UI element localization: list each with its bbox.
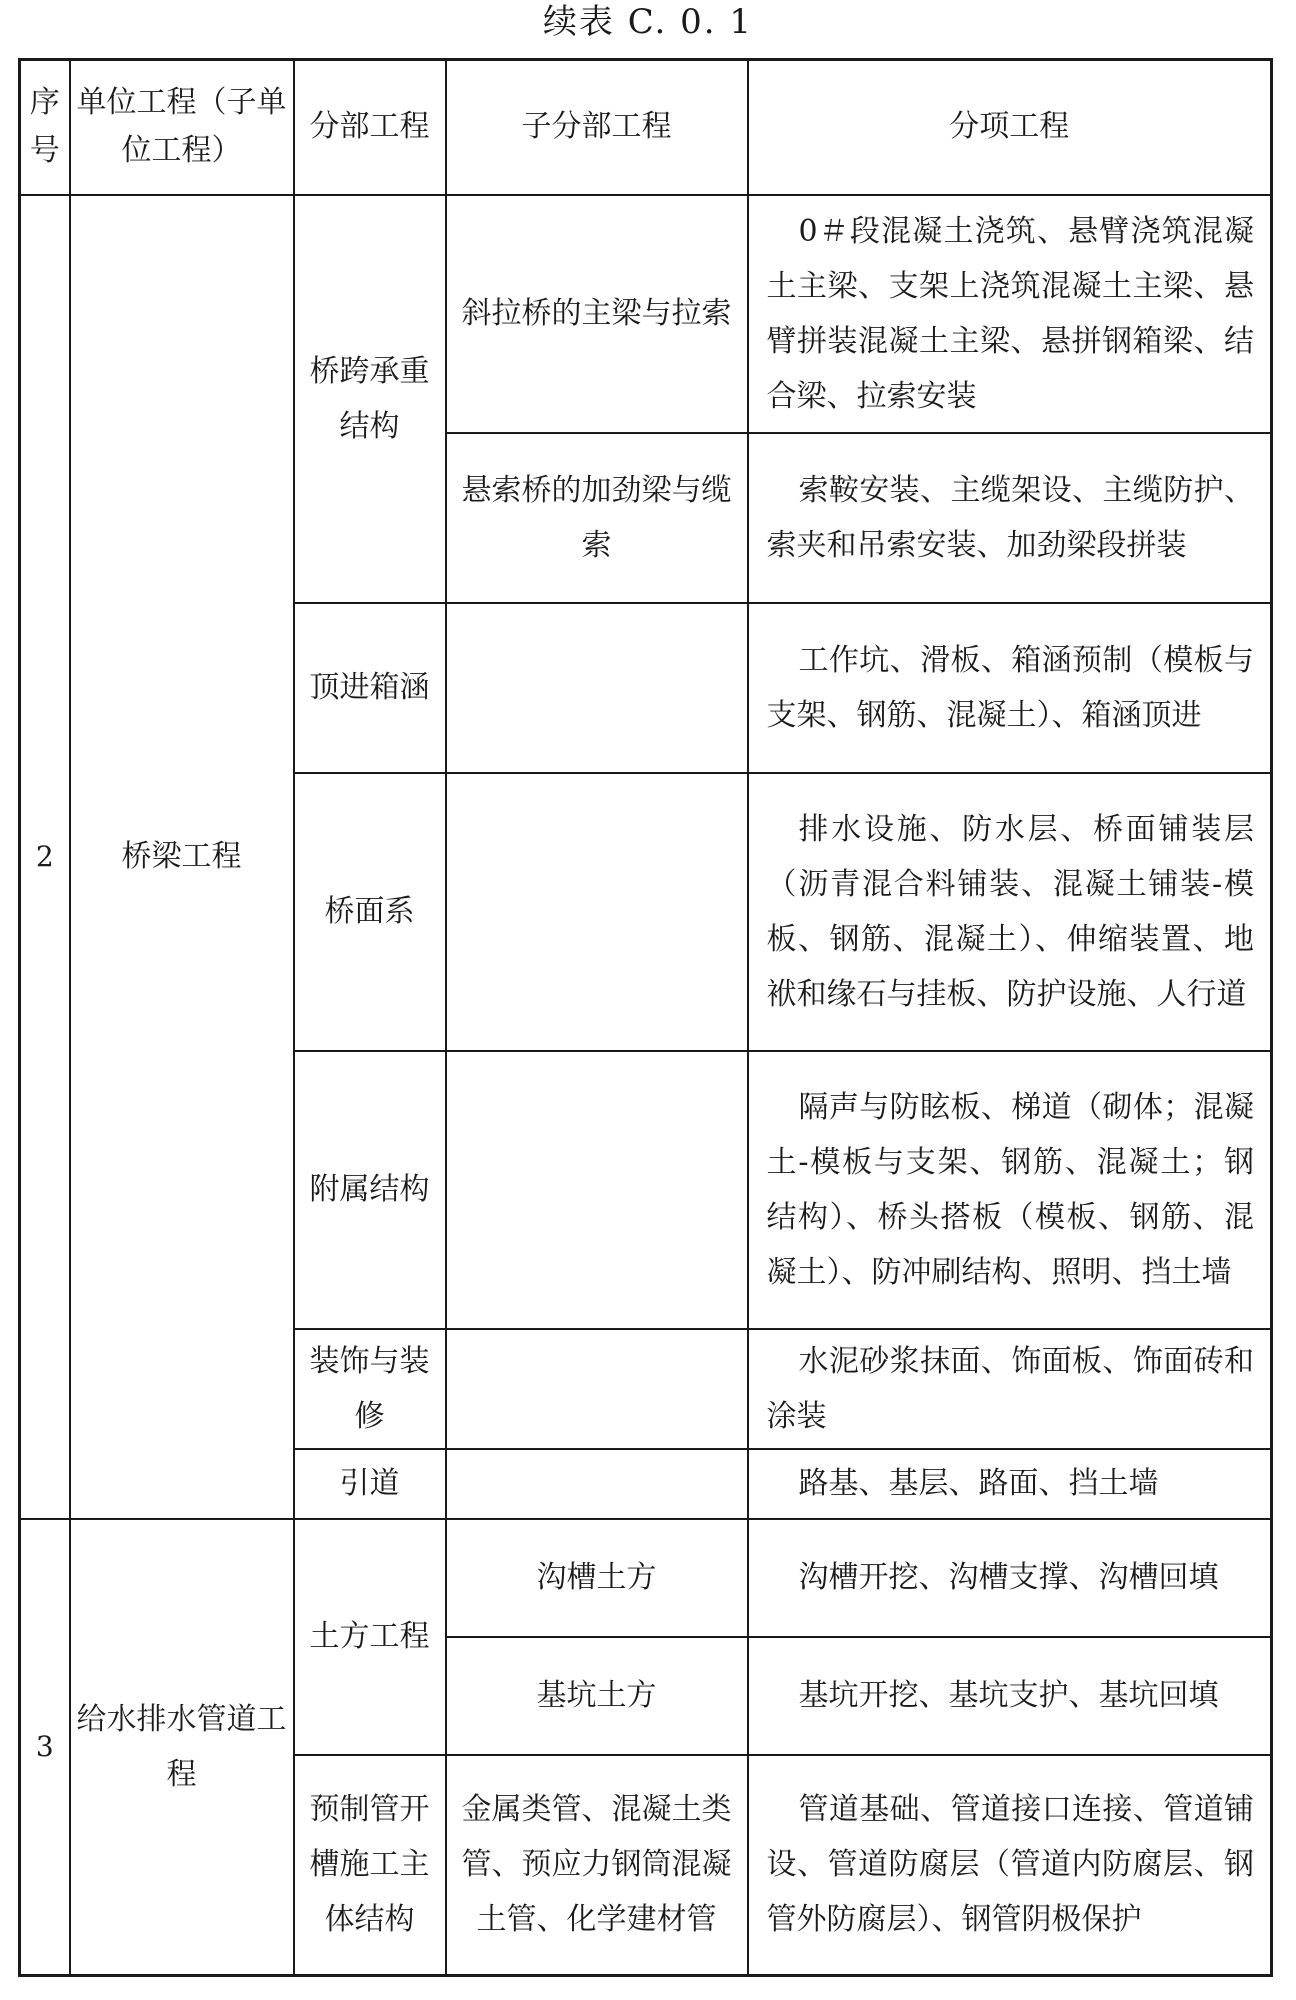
division-cell: 附属结构 (294, 1051, 446, 1329)
table-title: 续表 C. 0. 1 (542, 2, 754, 42)
subdivision-cell: 悬索桥的加劲梁与缆索 (446, 433, 748, 603)
header-item: 分项工程 (748, 60, 1272, 195)
item-cell: 排水设施、防水层、桥面铺装层（沥青混合料铺装、混凝土铺装-模板、钢筋、混凝土）、伸缩装置、地袱和缘石与挂板、防护设施、人行道 (748, 773, 1272, 1051)
header-seq: 序号 (20, 60, 70, 195)
division-cell: 装饰与装修 (294, 1329, 446, 1449)
subdivision-cell: 金属类管、混凝土类管、预应力钢筒混凝土管、化学建材管 (446, 1755, 748, 1976)
division-cell: 桥跨承重结构 (294, 195, 446, 603)
division-cell: 土方工程 (294, 1519, 446, 1755)
subdivision-cell (446, 1449, 748, 1519)
item-cell: 基坑开挖、基坑支护、基坑回填 (748, 1637, 1272, 1755)
division-cell: 顶进箱涵 (294, 603, 446, 773)
subdivision-cell: 沟槽土方 (446, 1519, 748, 1637)
item-cell: 管道基础、管道接口连接、管道铺设、管道防腐层（管道内防腐层、钢管外防腐层）、钢管阴极保护 (748, 1755, 1272, 1976)
division-cell: 引道 (294, 1449, 446, 1519)
unit-cell: 桥梁工程 (70, 195, 294, 1519)
header-division: 分部工程 (294, 60, 446, 195)
seq-cell: 3 (20, 1519, 70, 1976)
seq-cell: 2 (20, 195, 70, 1519)
table-row (20, 195, 1272, 433)
subdivision-cell: 基坑土方 (446, 1637, 748, 1755)
subdivision-cell (446, 1051, 748, 1329)
division-cell: 预制管开槽施工主体结构 (294, 1755, 446, 1976)
subdivision-cell (446, 603, 748, 773)
unit-cell: 给水排水管道工程 (70, 1519, 294, 1976)
item-cell: 隔声与防眩板、梯道（砌体；混凝土-模板与支架、钢筋、混凝土；钢结构）、桥头搭板（模板、钢筋、混凝土）、防冲刷结构、照明、挡土墙 (748, 1051, 1272, 1329)
subdivision-cell (446, 1329, 748, 1449)
table-row (20, 1519, 1272, 1637)
subdivision-cell: 斜拉桥的主梁与拉索 (446, 195, 748, 433)
subdivision-cell (446, 773, 748, 1051)
header-unit: 单位工程（子单位工程） (70, 60, 294, 195)
header-row (20, 60, 1272, 195)
item-cell: 路基、基层、路面、挡土墙 (748, 1449, 1272, 1519)
item-cell: 索鞍安装、主缆架设、主缆防护、索夹和吊索安装、加劲梁段拼装 (748, 433, 1272, 603)
item-cell: 沟槽开挖、沟槽支撑、沟槽回填 (748, 1519, 1272, 1637)
item-cell: 工作坑、滑板、箱涵预制（模板与支架、钢筋、混凝土）、箱涵顶进 (748, 603, 1272, 773)
acceptance-division-table (18, 58, 1273, 1977)
item-cell: 0＃段混凝土浇筑、悬臂浇筑混凝土主梁、支架上浇筑混凝土主梁、悬臂拼装混凝土主梁、悬拼钢箱梁、结合梁、拉索安装 (748, 195, 1272, 433)
division-cell: 桥面系 (294, 773, 446, 1051)
header-subdivision: 子分部工程 (446, 60, 748, 195)
item-cell: 水泥砂浆抹面、饰面板、饰面砖和涂装 (748, 1329, 1272, 1449)
